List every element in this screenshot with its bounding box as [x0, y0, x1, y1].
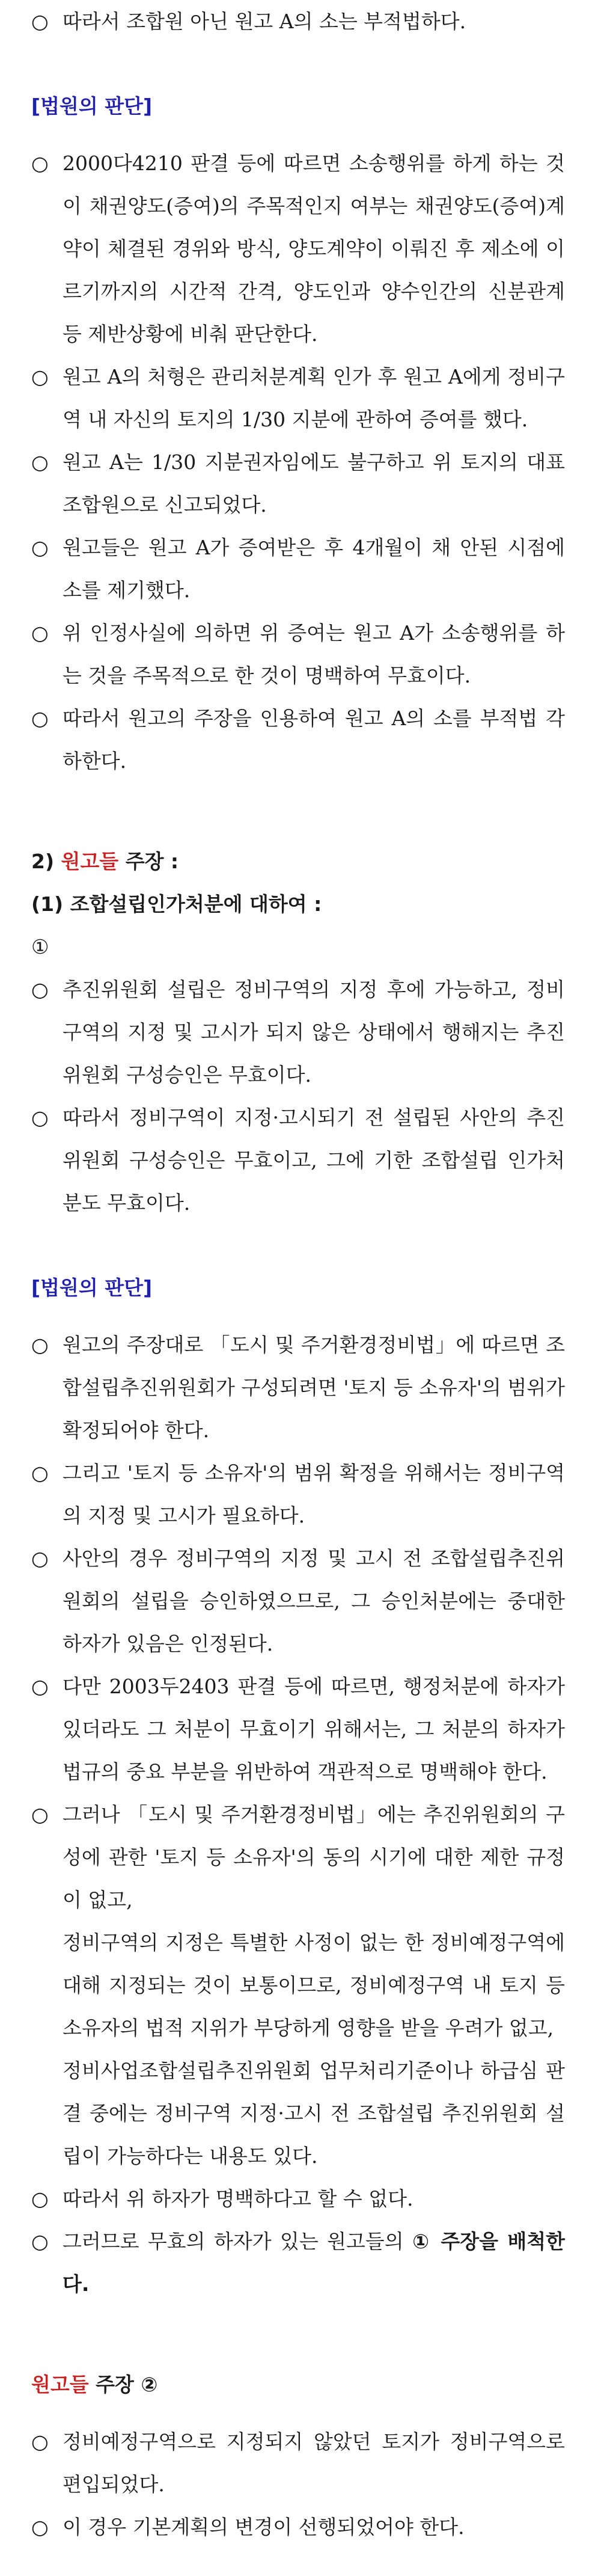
paragraph: [31, 1793, 565, 1921]
paragraph: [31, 2220, 565, 2305]
circle-bullet: ○: [31, 152, 49, 175]
paragraph-text: 따라서 원고의 주장을 인용하여 원고 A의 소를 부적법 각하한다.: [63, 707, 565, 773]
paragraph: [31, 1665, 565, 1793]
section-number: 2): [31, 850, 55, 873]
paragraph-text: 원고 A는 1/30 지분권자임에도 불구하고 위 토지의 대표조합원으로 신고되었다.: [63, 450, 565, 517]
circle-bullet: ○: [31, 536, 49, 559]
circle-bullet: ○: [31, 1547, 49, 1570]
paragraph-text: 사안의 경우 정비구역의 지정 및 고시 전 조합설립추진위원회의 설립을 승인하였으므로, 그 승인처분에는 중대한 하자가 있음은 인정된다.: [63, 1547, 565, 1655]
paragraph-text: 정비구역의 지정은 특별한 사정이 없는 한 정비예정구역에 대해 지정되는 것이 보통이므로, 정비예정구역 내 토지 등 소유자의 법적 지위가 부당하게 영향을 받을 우려가 없고,: [63, 1931, 565, 2040]
circle-bullet: ○: [31, 2230, 49, 2253]
circle-bullet: ○: [31, 1803, 49, 1826]
paragraph: [31, 0, 565, 43]
circle-bullet: ○: [31, 621, 49, 645]
circle-bullet: ○: [31, 2187, 49, 2210]
section-title: 주장 ②: [96, 2373, 158, 2396]
circle-bullet: ○: [31, 2515, 49, 2539]
paragraph: [31, 441, 565, 526]
circle-bullet: ○: [31, 2430, 49, 2453]
paragraph: [31, 355, 565, 441]
paragraph-text: 정비사업조합설립추진위원회 업무처리기준이나 하급심 판결 중에는 정비구역 지정·고시 전 조합설립 추진위원회 설립이 가능하다는 내용도 있다.: [63, 2059, 565, 2168]
paragraph-text: 정비예정구역으로 지정되지 않았던 토지가 정비구역으로 편입되었다.: [63, 2430, 565, 2496]
paragraph: [31, 968, 565, 1096]
circle-bullet: ○: [31, 1333, 49, 1357]
plaintiffs-label: 원고들: [61, 850, 119, 873]
paragraph: [31, 1323, 565, 1452]
final-bold-text: ① 주장을 배척한다.: [63, 2230, 565, 2296]
circle-bullet: ○: [31, 1106, 49, 1129]
paragraph-text: [63, 2220, 565, 2305]
plaintiffs-label: 원고들: [31, 2373, 89, 2396]
paragraph-text: 그러나 「도시 및 주거환경정비법」에는 추진위원회의 구성에 관한 '토지 등 소유자'의 동의 시기에 대한 제한 규정이 없고,: [63, 1803, 565, 1912]
paragraph: [31, 526, 565, 612]
circle-bullet: ○: [31, 365, 49, 388]
circle-bullet: ○: [31, 978, 49, 1001]
paragraph: [31, 2177, 565, 2220]
circle-bullet: ○: [31, 1461, 49, 1485]
paragraph-text: 원고의 주장대로 「도시 및 주거환경정비법」에 따르면 조합설립추진위원회가 구성되려면 '토지 등 소유자'의 범위가 확정되어야 한다.: [63, 1333, 565, 1442]
paragraph: [31, 612, 565, 697]
paragraph-text: 원고들은 원고 A가 증여받은 후 4개월이 채 안된 시점에 소를 제기했다.: [63, 536, 565, 602]
paragraph-text: 다만 2003두2403 판결 등에 따르면, 행정처분에 하자가 있더라도 그 처분이 무효이기 위해서는, 그 처분의 하자가 법규의 중요 부분을 위반하여 객관적으로 명백해야 한다.: [63, 1675, 565, 1783]
paragraph: [31, 142, 565, 355]
paragraph-text: 이 경우 기본계획의 변경이 선행되었어야 한다.: [63, 2515, 465, 2539]
court-judgment-heading: [법원의 판단]: [31, 94, 153, 118]
circle-bullet: ○: [31, 450, 49, 474]
court-judgment-heading: [법원의 판단]: [31, 1276, 153, 1299]
section-heading: [31, 2363, 565, 2406]
final-plain-text: 그러므로 무효의 하자가 있는 원고들의: [63, 2230, 404, 2253]
paragraph-text: 위 인정사실에 의하면 위 증여는 원고 A가 소송행위를 하는 것을 주목적으로 한 것이 명백하여 무효이다.: [63, 621, 565, 687]
paragraph: [31, 1096, 565, 1224]
section-title: 주장 :: [125, 850, 179, 873]
paragraph-text: 따라서 위 하자가 명백하다고 할 수 없다.: [63, 2187, 413, 2210]
circle-bullet: ○: [31, 10, 49, 33]
paragraph-text: 원고 A의 처형은 관리처분계획 인가 후 원고 A에게 정비구역 내 자신의 토지의 1/30 지분에 관하여 증여를 했다.: [63, 365, 565, 431]
paragraph: [31, 697, 565, 782]
paragraph: [31, 1537, 565, 1665]
paragraph-text: 따라서 정비구역이 지정·고시되기 전 설립된 사안의 추진위원회 구성승인은 무효이고, 그에 기한 조합설립 인가처분도 무효이다.: [63, 1106, 565, 1215]
circle-bullet: ○: [31, 707, 49, 730]
subsection-heading: (1) 조합설립인가처분에 대하여 :: [31, 892, 322, 916]
paragraph-text: 그리고 '토지 등 소유자'의 범위 확정을 위해서는 정비구역의 지정 및 고시가 필요하다.: [63, 1461, 565, 1527]
paragraph-text: 따라서 조합원 아닌 원고 A의 소는 부적법하다.: [63, 10, 466, 33]
circle-bullet: ○: [31, 1675, 49, 1698]
paragraph: [31, 1452, 565, 1537]
paragraph-text: 추진위원회 설립은 정비구역의 지정 후에 가능하고, 정비구역의 지정 및 고시가 되지 않은 상태에서 행해지는 추진위원회 구성승인은 무효이다.: [63, 978, 565, 1087]
section-heading: [31, 840, 565, 883]
indented-paragraph: [31, 2049, 565, 2177]
paragraph: [31, 2420, 565, 2506]
paragraph-text: 2000다4210 판결 등에 따르면 소송행위를 하게 하는 것이 채권양도(증여)의 주목적인지 여부는 채권양도(증여)계약이 체결된 경위와 방식, 양도계약이 이뤄진 후 제소에 이르기까지의 시간적 간격, 양도인과 양수인간의 신분관계 등 제반상황에 비춰 판단한다.: [63, 152, 565, 346]
paragraph: [31, 2506, 565, 2548]
indented-paragraph: [31, 1921, 565, 2049]
circled-number: ①: [31, 935, 49, 958]
